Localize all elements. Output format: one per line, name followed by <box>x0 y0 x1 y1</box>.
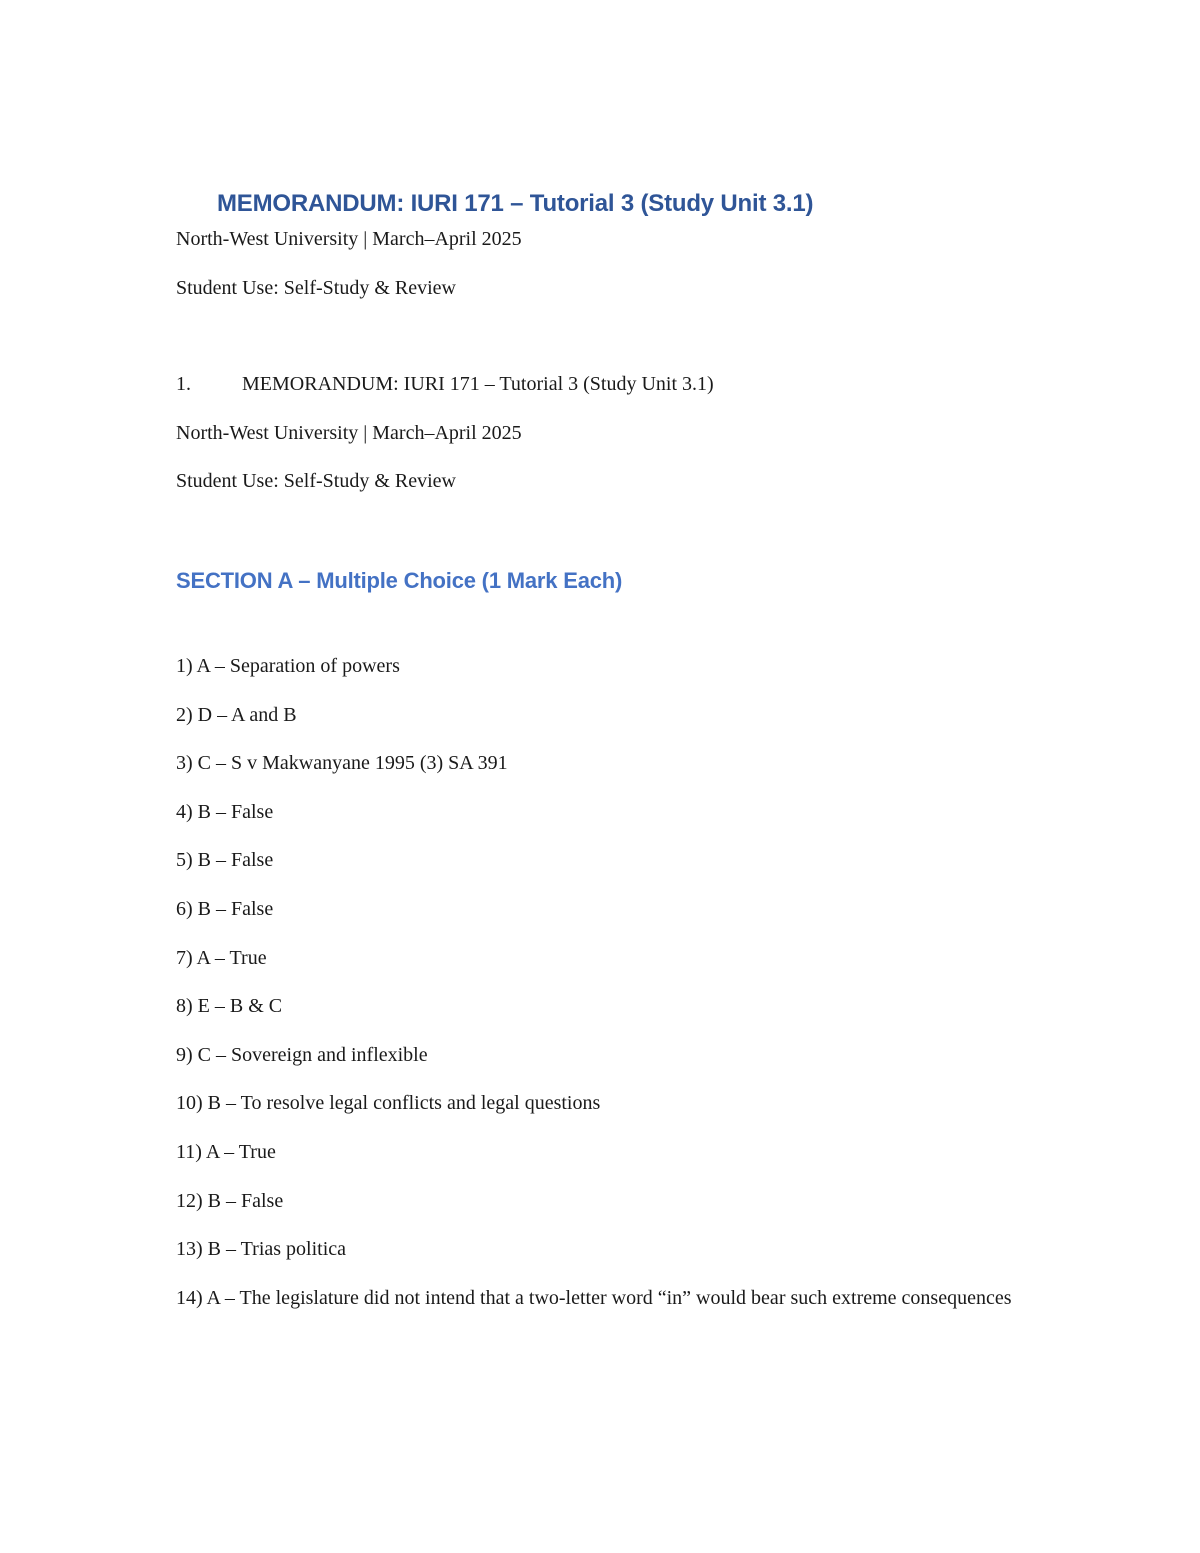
answer-item: 6) B – False <box>176 897 274 920</box>
section-a-heading: SECTION A – Multiple Choice (1 Mark Each) <box>176 568 623 593</box>
answer-item: 3) C – S v Makwanyane 1995 (3) SA 391 <box>176 752 508 775</box>
numbered-heading-text: MEMORANDUM: IURI 171 – Tutorial 3 (Study Unit 3.1) <box>242 373 714 395</box>
use-line: Student Use: Self-Study & Review <box>176 277 456 299</box>
institution-line-repeat: North-West University | March–April 2025 <box>176 422 522 444</box>
answer-item: 9) C – Sovereign and inflexible <box>176 1043 428 1066</box>
institution-line: North-West University | March–April 2025 <box>176 228 522 250</box>
answer-item: 4) B – False <box>176 800 274 823</box>
answer-item: 12) B – False <box>176 1189 284 1212</box>
answer-item: 11) A – True <box>176 1140 276 1163</box>
answer-item: 1) A – Separation of powers <box>176 655 400 677</box>
answer-item: 5) B – False <box>176 849 274 872</box>
answer-list <box>176 652 1026 1332</box>
answer-item: 14) A – The legislature did not intend that a two-letter word “in” would bear such extreme consequences <box>176 1286 1012 1309</box>
list-number: 1. <box>176 373 191 395</box>
numbered-heading <box>176 373 714 396</box>
answer-item: 7) A – True <box>176 946 267 969</box>
answer-item: 2) D – A and B <box>176 703 297 726</box>
use-line-repeat: Student Use: Self-Study & Review <box>176 470 456 492</box>
answer-item: 8) E – B & C <box>176 995 283 1018</box>
memo-title: MEMORANDUM: IURI 171 – Tutorial 3 (Study Unit 3.1) <box>217 190 814 217</box>
answer-item: 10) B – To resolve legal conflicts and legal questions <box>176 1092 601 1115</box>
answer-item: 13) B – Trias politica <box>176 1238 347 1261</box>
